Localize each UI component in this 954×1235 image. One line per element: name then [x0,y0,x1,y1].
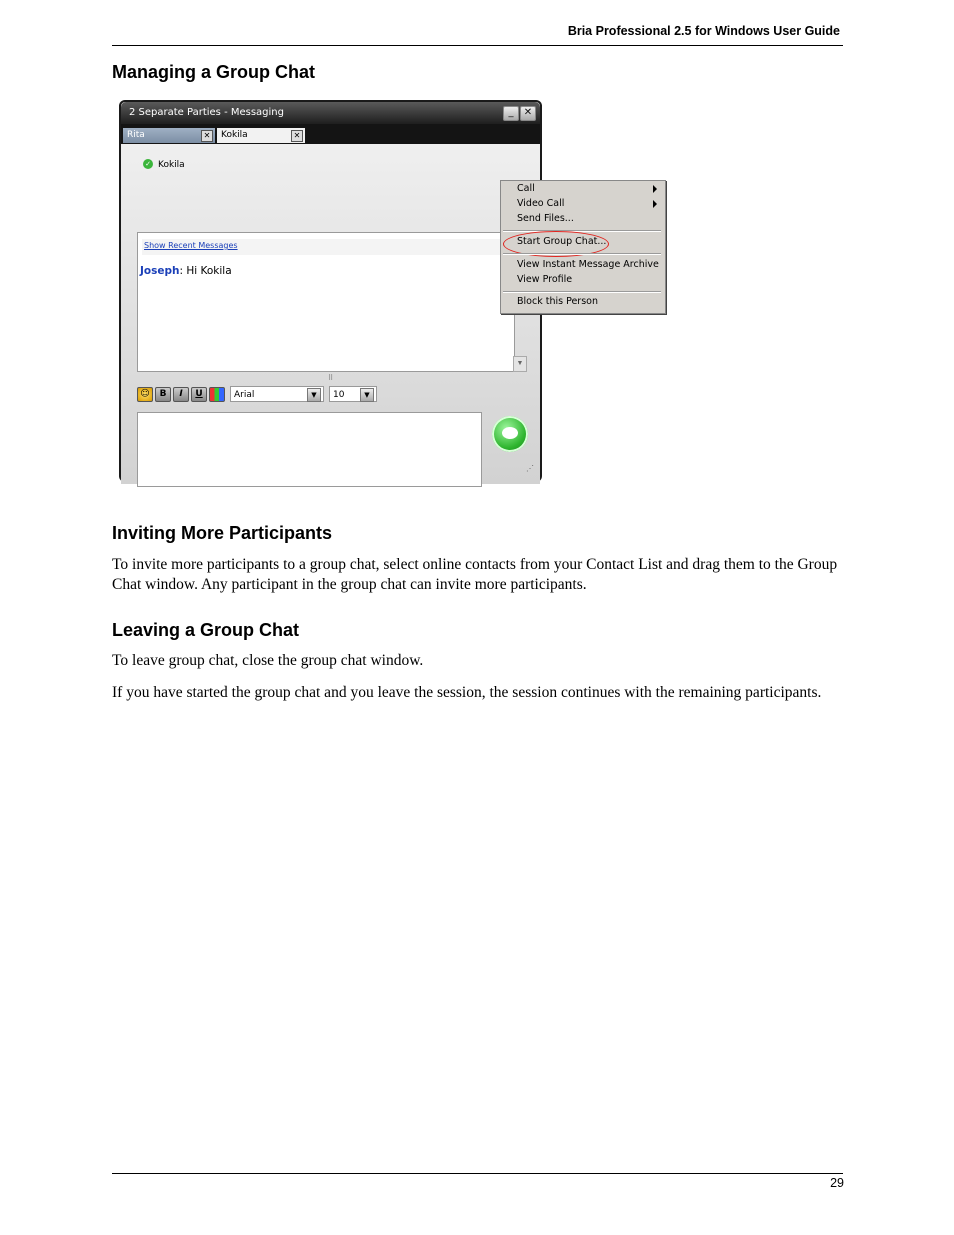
leaving-paragraph-2: If you have started the group chat and you leave the session, the session continues with the remaining participants. [112,684,822,701]
size-select-value: 10 [333,390,345,400]
close-tab-icon[interactable]: ✕ [201,130,213,142]
page-number: 29 [830,1176,844,1190]
underline-button[interactable]: U [191,387,207,402]
leaving-paragraph-1: To leave group chat, close the group chat window. [112,652,424,669]
message-input[interactable] [137,412,482,487]
font-select-value: Arial [234,390,255,400]
close-window-button[interactable]: ✕ [520,106,536,121]
menu-separator [503,291,661,293]
tab-bar [121,124,540,144]
online-status-icon: ✓ [143,159,153,169]
close-tab-icon[interactable]: ✕ [291,130,303,142]
show-recent-messages-link[interactable]: Show Recent Messages [144,241,238,250]
window-title: 2 Separate Parties - Messaging [129,107,284,118]
window-resize-icon[interactable]: ⋰ [526,464,534,473]
menu-item-block-person[interactable]: Block this Person [517,296,598,307]
font-select[interactable] [230,386,324,402]
message-text: Hi Kokila [183,265,232,277]
color-palette-button[interactable] [209,387,225,402]
chat-bubble-icon [502,427,518,439]
message-sender: Joseph [140,265,180,277]
submenu-arrow-icon [653,185,657,193]
menu-item-view-profile[interactable]: View Profile [517,274,573,285]
scroll-down-button[interactable]: ▼ [513,356,527,372]
header-rule [112,45,843,46]
chat-message [140,265,232,277]
minimize-button[interactable]: _ [503,106,519,121]
resize-grip-icon[interactable]: ⠿ [328,374,334,382]
running-header: Bria Professional 2.5 for Windows User Guide [567,24,840,38]
recent-messages-bar [142,239,502,255]
tab-rita[interactable] [123,128,215,143]
italic-button[interactable]: I [173,387,189,402]
window-titlebar [121,102,540,124]
contact-context-menu [500,180,666,314]
size-select[interactable] [329,386,377,402]
messaging-window [119,100,542,482]
tab-kokila[interactable] [217,128,305,143]
menu-item-video-call[interactable]: Video Call [517,198,565,209]
footer-rule [112,1173,843,1174]
chevron-down-icon[interactable]: ▼ [307,388,321,402]
menu-item-start-group-chat[interactable]: Start Group Chat... [517,236,607,247]
chevron-down-icon[interactable]: ▼ [360,388,374,402]
contact-name: Kokila [158,160,185,170]
tab-label: Rita [127,130,145,140]
section-heading-leaving: Leaving a Group Chat [112,620,300,640]
conversation-area [121,144,540,484]
inviting-paragraph: To invite more participants to a group chat, select online contacts from your Contact List and drag them to the Group Chat window. Any participant in the group chat can invite more participants. [112,556,838,593]
menu-item-send-files[interactable]: Send Files... [517,213,574,224]
section-heading-managing: Managing a Group Chat [112,62,316,82]
tab-label: Kokila [221,130,248,140]
message-separator: : [179,265,184,277]
submenu-arrow-icon [653,200,657,208]
send-button[interactable] [492,416,528,452]
menu-separator [503,253,661,255]
section-heading-inviting: Inviting More Participants [112,523,333,543]
emoticon-button[interactable]: ☺ [137,387,153,402]
menu-item-call[interactable]: Call [517,183,535,194]
menu-item-view-archive[interactable]: View Instant Message Archive [517,259,659,270]
bold-button[interactable]: B [155,387,171,402]
chat-history [137,232,515,372]
